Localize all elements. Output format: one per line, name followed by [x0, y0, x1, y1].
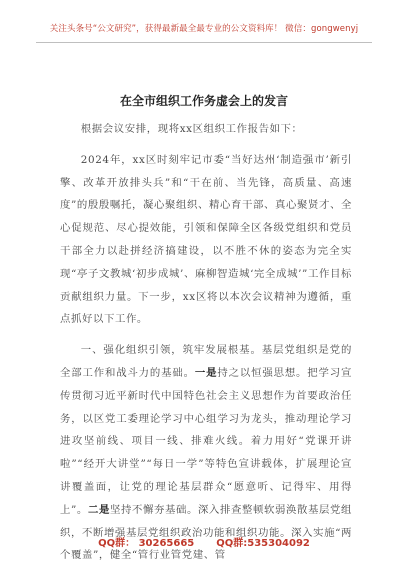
paragraph-2-point-two: 坚持不懈夯基础。深入排查整顿软弱涣散基层党组织，不断增强基层党组织政治功能和组织功能。深入实施“两个覆盖”，健全“管行业管党建、管 — [60, 503, 352, 562]
paragraph-1: 2024年，xx区时刻牢记市委“当好达州‘制造强市’新引擎、改革开放排头兵”和“干在前、当先锋，高质量、高速度”的殷殷嘱托，凝心聚组织、精心育干部、真心聚贤才、全心促规范、尽心提效能，引领和保障全区各级党组织和党员干部全力以赴拼经济搞建设，以不胜不休的姿态为完全实现“亭子文教城‘初步成城’、麻柳智造城‘完全成城’”工作目标贡献组织力量。下一步，xx区将以本次会议精神为遵循，重点抓好以下工作。 — [60, 153, 352, 326]
document-title: 在全市组织工作务虚会上的发言 — [119, 94, 288, 108]
footer-qq-group-2: QQ群:535304092 — [216, 538, 310, 549]
header-banner: 关注头条号“公文研究”，获得最新最全最专业的公文资料库！ 微信：gongwenyj — [49, 24, 359, 34]
point-two-marker: 二是 — [87, 503, 110, 516]
footer-qq-group-1: QQ群： 30265665 — [98, 538, 195, 549]
paragraph-2 — [60, 339, 352, 567]
header-divider — [36, 42, 372, 43]
document-body — [60, 118, 352, 567]
footer-contacts — [0, 534, 408, 549]
point-one-marker: 一是 — [194, 366, 218, 379]
paragraph-2-heading: 一、强化组织引领，筑牢发展根基。基层党组织是党的全部工作和战斗力的基础。 — [60, 344, 352, 379]
paragraph-2-point-one: 持之以恒强思想。把学习宣传贯彻习近平新时代中国特色社会主义思想作为首要政治任务，以区党工委理论学习中心组学习为龙头，推动理论学习进攻坚前线、项目一线、排难火线。着力用好“党课开讲啦”“经开大讲堂”“每日一学”等特色宣讲载体，扩展理论宣讲覆盖面，让党的理论基层群众“愿意听、记得牢、用得上”。 — [60, 366, 353, 516]
intro-paragraph: 根据会议安排，现将xx区组织工作报告如下： — [80, 123, 303, 135]
